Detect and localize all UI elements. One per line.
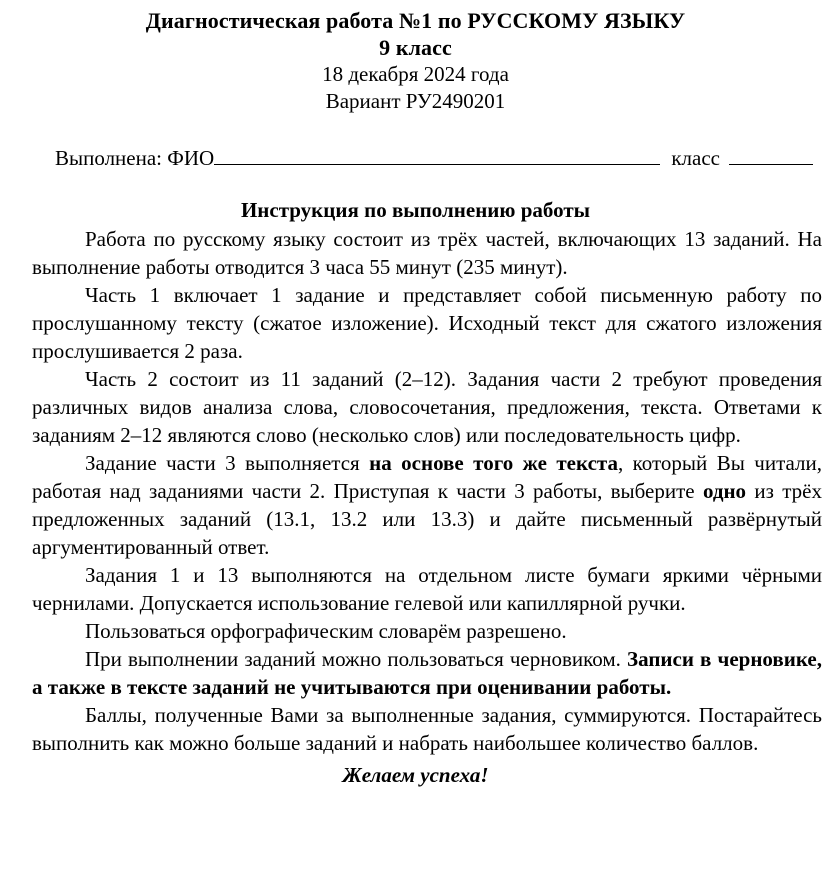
p-dictionary xyxy=(32,617,822,645)
emphasis-run: одно xyxy=(702,479,747,503)
p-scoring xyxy=(32,701,822,757)
p-overview xyxy=(32,225,822,281)
text-run: Часть 1 включает 1 задание и представляет собой письменную работу по прослушанному тексту (сжатое изложение). Исходный текст для сжатого изложения прослушивается 2 раза. xyxy=(32,283,822,363)
emphasis-run: Записи в черновике, а также в тексте заданий не учитываются при оценивании работы. xyxy=(32,647,822,699)
text-run: Пользоваться орфографическим словарём разрешено. xyxy=(85,619,567,643)
emphasis-run: на основе того же текста xyxy=(369,451,618,475)
text-run: При выполнении заданий можно пользоваться черновиком. xyxy=(85,647,628,671)
text-run: Часть 2 состоит из 11 заданий (2–12). Задания части 2 требуют проведения различных видов анализа слова, словосочетания, предложения, текста. Ответами к заданиям 2–12 являются слово (несколько слов) или последовательность цифр. xyxy=(32,367,822,447)
exam-variant: Вариант РУ2490201 xyxy=(325,89,506,113)
p-draft xyxy=(32,645,822,701)
document-title-block xyxy=(0,0,831,115)
student-class-label: класс xyxy=(671,146,720,170)
text-run: Задание части 3 выполняется xyxy=(85,451,370,475)
p-separate-sheet xyxy=(32,561,822,617)
p-part1 xyxy=(32,281,822,365)
student-info-row xyxy=(0,145,831,171)
instruction-heading: Инструкция по выполнению работы xyxy=(240,198,591,222)
instruction-body xyxy=(0,225,831,757)
student-name-input[interactable] xyxy=(214,164,660,165)
exam-title: Диагностическая работа №1 по РУССКОМУ ЯЗЫКУ xyxy=(145,8,686,33)
text-run: из трёх предложенных заданий (13.1, 13.2 или 13.3) и дайте письменный развёрнутый аргументированный ответ. xyxy=(32,479,822,559)
student-name-label: Выполнена: ФИО xyxy=(55,146,215,170)
p-part2 xyxy=(32,365,822,449)
text-run: Задания 1 и 13 выполняются на отдельном листе бумаги яркими чёрными чернилами. Допускается использование гелевой или капиллярной ручки. xyxy=(32,563,822,615)
exam-date: 18 декабря 2024 года xyxy=(322,62,509,86)
student-class-input[interactable] xyxy=(729,164,813,165)
closing-wish: Желаем успеха! xyxy=(342,763,489,787)
text-run: Работа по русскому языку состоит из трёх частей, включающих 13 заданий. На выполнение работы отводится 3 часа 55 минут (235 минут). xyxy=(32,227,822,279)
text-run: Баллы, полученные Вами за выполненные задания, суммируются. Постарайтесь выполнить как можно больше заданий и набрать наибольшее количество баллов. xyxy=(32,703,822,755)
text-run: , который Вы читали, работая над заданиями части 2. Приступая к части 3 работы, выберите xyxy=(32,451,822,503)
exam-grade: 9 класс xyxy=(379,35,452,60)
p-part3 xyxy=(32,449,822,561)
